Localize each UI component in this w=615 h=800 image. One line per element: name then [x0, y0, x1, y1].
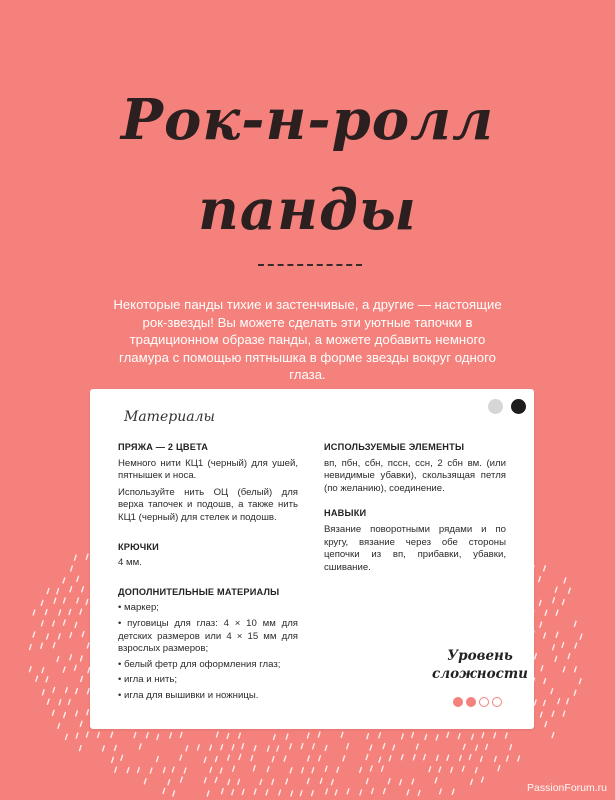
- elements-heading: ИСПОЛЬЗУЕМЫЕ ЭЛЕМЕНТЫ: [324, 442, 465, 452]
- difficulty-dot-filled: [466, 697, 476, 707]
- grey-circle-icon: [488, 399, 503, 414]
- extra-materials-heading: ДОПОЛНИТЕЛЬНЫЕ МАТЕРИАЛЫ: [118, 586, 280, 597]
- list-item: • маркер;: [118, 602, 298, 615]
- skills-heading: НАВЫКИ: [324, 508, 367, 519]
- list-item: • пуговицы для глаз: 4 × 10 мм для детских размеров или 4 × 15 мм для взрослых размеров;: [118, 618, 298, 656]
- list-item: • белый фетр для оформления глаз;: [118, 659, 298, 672]
- difficulty-dot-filled: [453, 697, 463, 707]
- extra-materials-list: [118, 602, 298, 702]
- elements-text: вп, пбн, сбн, пссн, ссн, 2 сбн вм. (или невидимые убавки), скользящая петля (по желанию), соединение.: [324, 457, 506, 494]
- title-divider: [258, 264, 362, 266]
- watermark: PassionForum.ru: [527, 782, 607, 794]
- materials-column-right: [324, 441, 506, 578]
- list-item: • игла для вышивки и ножницы.: [118, 690, 298, 703]
- difficulty-rating: [453, 697, 502, 707]
- difficulty-label: [430, 647, 530, 683]
- materials-label: Материалы: [124, 409, 215, 425]
- difficulty-dot-empty: [492, 697, 502, 707]
- materials-card: [90, 389, 534, 729]
- materials-column-left: [118, 441, 298, 706]
- black-circle-icon: [511, 399, 526, 414]
- yarn-text-2: Используйте нить ОЦ (белый) для верха тапочек и подошв, а также нить КЦ1 (черный) для стелек и подошв.: [118, 486, 298, 523]
- page-title-line-2: панды: [198, 177, 417, 243]
- difficulty-label-line-2: сложности: [432, 666, 528, 682]
- difficulty-dot-empty: [479, 697, 489, 707]
- list-item: • игла и нить;: [118, 674, 298, 687]
- page-title-line-1: Рок-н-ролл: [120, 87, 495, 153]
- yarn-text-1: Немного нити КЦ1 (черный) для ушей, пятнышек и носа.: [118, 457, 298, 482]
- intro-paragraph: Некоторые панды тихие и застенчивые, а другие — настоящие рок-звезды! Вы можете сделать эти уютные тапочки в традиционном образе панды, а можете добавить немного гламура с помощью пятнышка в форме звезды вокруг одного глаза.: [113, 297, 502, 382]
- hooks-value: 4 мм.: [118, 557, 142, 569]
- difficulty-label-line-1: Уровень: [447, 648, 513, 664]
- skills-text: Вязание поворотными рядами и по кругу, вязание через обе стороны цепочки из вп, прибавки, убавки, сшивание.: [324, 523, 506, 573]
- hooks-heading: КРЮЧКИ: [118, 541, 159, 552]
- yarn-heading: ПРЯЖА — 2 ЦВЕТА: [118, 442, 209, 452]
